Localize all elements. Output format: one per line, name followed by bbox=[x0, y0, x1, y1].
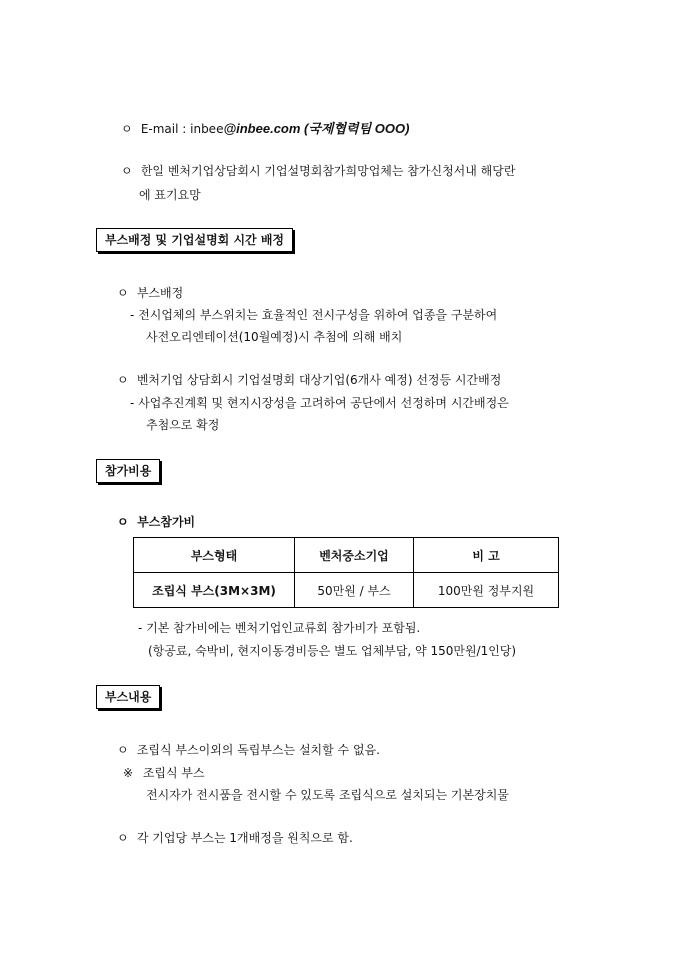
fee-heading-text: 부스참가비 bbox=[137, 515, 196, 529]
table-header-row bbox=[134, 538, 559, 573]
fee-note-1: - 기본 참가비에는 벤처기업인교류회 참가비가 포함됨. bbox=[138, 621, 421, 635]
presentation-heading-text: 벤처기업 상담회시 기업설명회 대상기업(6개사 예정) 선정등 시간배정 bbox=[136, 373, 502, 387]
col-remarks: 비 고 bbox=[414, 538, 559, 573]
presentation-desc-2: 추첨으로 확정 bbox=[146, 418, 220, 432]
booth-desc-2: 사전오리엔테이션(10월예정)시 추첨에 의해 배치 bbox=[146, 330, 403, 344]
booth-heading bbox=[117, 284, 183, 301]
reference-desc: 전시자가 전시품을 전시할 수 있도록 조립식으로 설치되는 기본장치물 bbox=[146, 788, 509, 802]
fee-note-2: (항공료, 숙박비, 현지이동경비등은 별도 업체부담, 약 150만원/1인당) bbox=[148, 644, 517, 658]
presentation-heading bbox=[117, 371, 501, 388]
email-line bbox=[121, 118, 409, 137]
cell-booth-type: 조립식 부스(3M×3M) bbox=[134, 573, 295, 608]
section-title-fees: 참가비용 bbox=[96, 459, 160, 483]
booth-rule-2-text: 각 기업당 부스는 1개배정을 원칙으로 함. bbox=[136, 831, 353, 845]
email-prefix: E-mail : inbee bbox=[140, 122, 224, 136]
note-line-1 bbox=[121, 162, 515, 179]
email-address[interactable]: @inbee.com (국제협력팀 OOO) bbox=[223, 121, 410, 136]
bullet-icon: ㅇ bbox=[117, 743, 129, 757]
note-line-2: 에 표기요망 bbox=[139, 188, 201, 202]
col-venture-sme: 벤처중소기업 bbox=[295, 538, 414, 573]
cell-venture-fee: 50만원 / 부스 bbox=[295, 573, 414, 608]
fee-table bbox=[133, 537, 559, 608]
bullet-icon: ㅇ bbox=[117, 515, 129, 529]
note-text: 한일 벤처기업상담회시 기업설명회참가희망업체는 참가신청서내 해당란 bbox=[140, 164, 516, 178]
booth-desc-1: - 전시업체의 부스위치는 효율적인 전시구성을 위하여 업종을 구분하여 bbox=[130, 308, 498, 322]
reference-mark-icon: ※ bbox=[123, 766, 134, 780]
cell-remarks: 100만원 정부지원 bbox=[414, 573, 559, 608]
table-row bbox=[134, 573, 559, 608]
reference-heading-text: 조립식 부스 bbox=[142, 766, 205, 780]
fee-heading bbox=[117, 513, 195, 530]
section-title-booth-content: 부스내용 bbox=[96, 685, 160, 709]
reference-heading bbox=[123, 764, 205, 781]
booth-rule-1 bbox=[117, 741, 380, 758]
booth-rule-2 bbox=[117, 829, 353, 846]
section-title-booth-allocation: 부스배정 및 기업설명회 시간 배정 bbox=[96, 228, 293, 252]
bullet-icon: ㅇ bbox=[117, 831, 129, 845]
booth-heading-text: 부스배정 bbox=[136, 286, 184, 300]
bullet-icon: ㅇ bbox=[117, 373, 129, 387]
bullet-icon: ㅇ bbox=[121, 122, 133, 136]
col-booth-type: 부스형태 bbox=[134, 538, 295, 573]
booth-rule-1-text: 조립식 부스이외의 독립부스는 설치할 수 없음. bbox=[136, 743, 380, 757]
bullet-icon: ㅇ bbox=[117, 286, 129, 300]
bullet-icon: ㅇ bbox=[121, 164, 133, 178]
presentation-desc-1: - 사업추진계획 및 현지시장성을 고려하여 공단에서 선정하며 시간배정은 bbox=[130, 396, 509, 410]
